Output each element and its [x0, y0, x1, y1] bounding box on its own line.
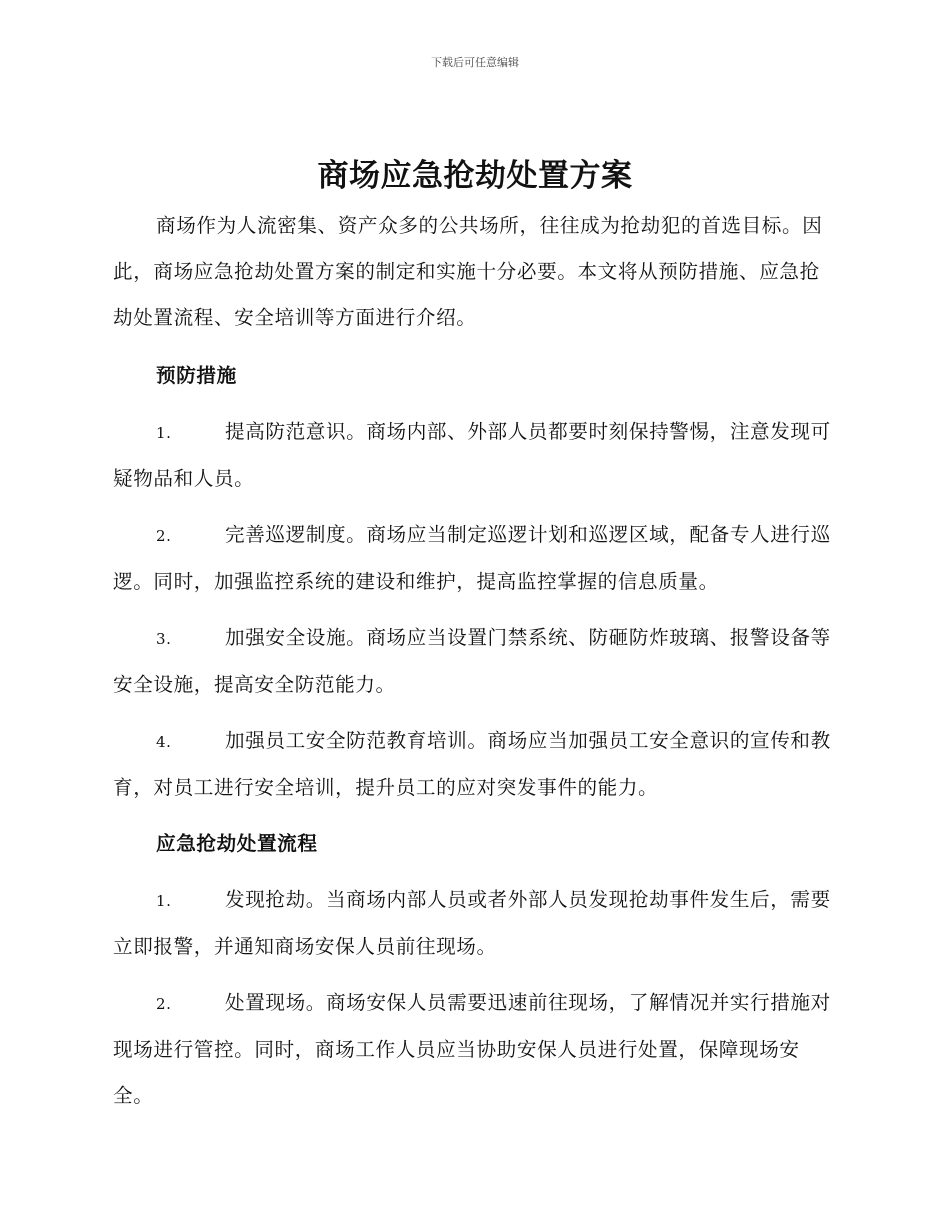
intro-paragraph: 商场作为人流密集、资产众多的公共场所，往往成为抢劫犯的首选目标。因此，商场应急抢劫处置方案的制定和实施十分必要。本文将从预防措施、应急抢劫处置流程、安全培训等方面进行介绍。 — [113, 214, 823, 329]
list-item — [113, 877, 833, 970]
section-heading-prevention: 预防措施 — [156, 364, 237, 387]
list-item-number: 3. — [156, 630, 172, 648]
list-item-text: 提高防范意识。商场内部、外部人员都要时刻保持警惕，注意发现可疑物品和人员。 — [113, 420, 831, 490]
list-item — [113, 512, 833, 605]
list-item-text: 加强安全设施。商场应当设置门禁系统、防砸防炸玻璃、报警设备等安全设施，提高安全防范能力。 — [113, 626, 831, 696]
list-item-number: 2. — [156, 995, 172, 1013]
list-item — [113, 409, 833, 502]
list-item — [113, 615, 833, 708]
list-item-text: 完善巡逻制度。商场应当制定巡逻计划和巡逻区域，配备专人进行巡逻。同时，加强监控系统的建设和维护，提高监控掌握的信息质量。 — [113, 523, 831, 593]
list-item-text: 发现抢劫。当商场内部人员或者外部人员发现抢劫事件发生后，需要立即报警，并通知商场安保人员前往现场。 — [113, 888, 831, 958]
page-title: 商场应急抢劫处置方案 — [317, 158, 633, 194]
page-header-note: 下载后可任意编辑 — [431, 56, 519, 69]
list-item — [113, 718, 833, 811]
list-item-number: 2. — [156, 527, 172, 545]
list-item-number: 4. — [156, 733, 172, 751]
list-item-number: 1. — [156, 424, 172, 442]
list-item — [113, 980, 833, 1119]
list-item-text: 加强员工安全防范教育培训。商场应当加强员工安全意识的宣传和教育，对员工进行安全培训，提升员工的应对突发事件的能力。 — [113, 729, 831, 799]
list-item-text: 处置现场。商场安保人员需要迅速前往现场，了解情况并实行措施对现场进行管控。同时，商场工作人员应当协助安保人员进行处置，保障现场安全。 — [113, 991, 831, 1107]
document-body — [113, 203, 833, 1119]
section-heading-response-process: 应急抢劫处置流程 — [156, 832, 318, 855]
list-item-number: 1. — [156, 892, 172, 910]
